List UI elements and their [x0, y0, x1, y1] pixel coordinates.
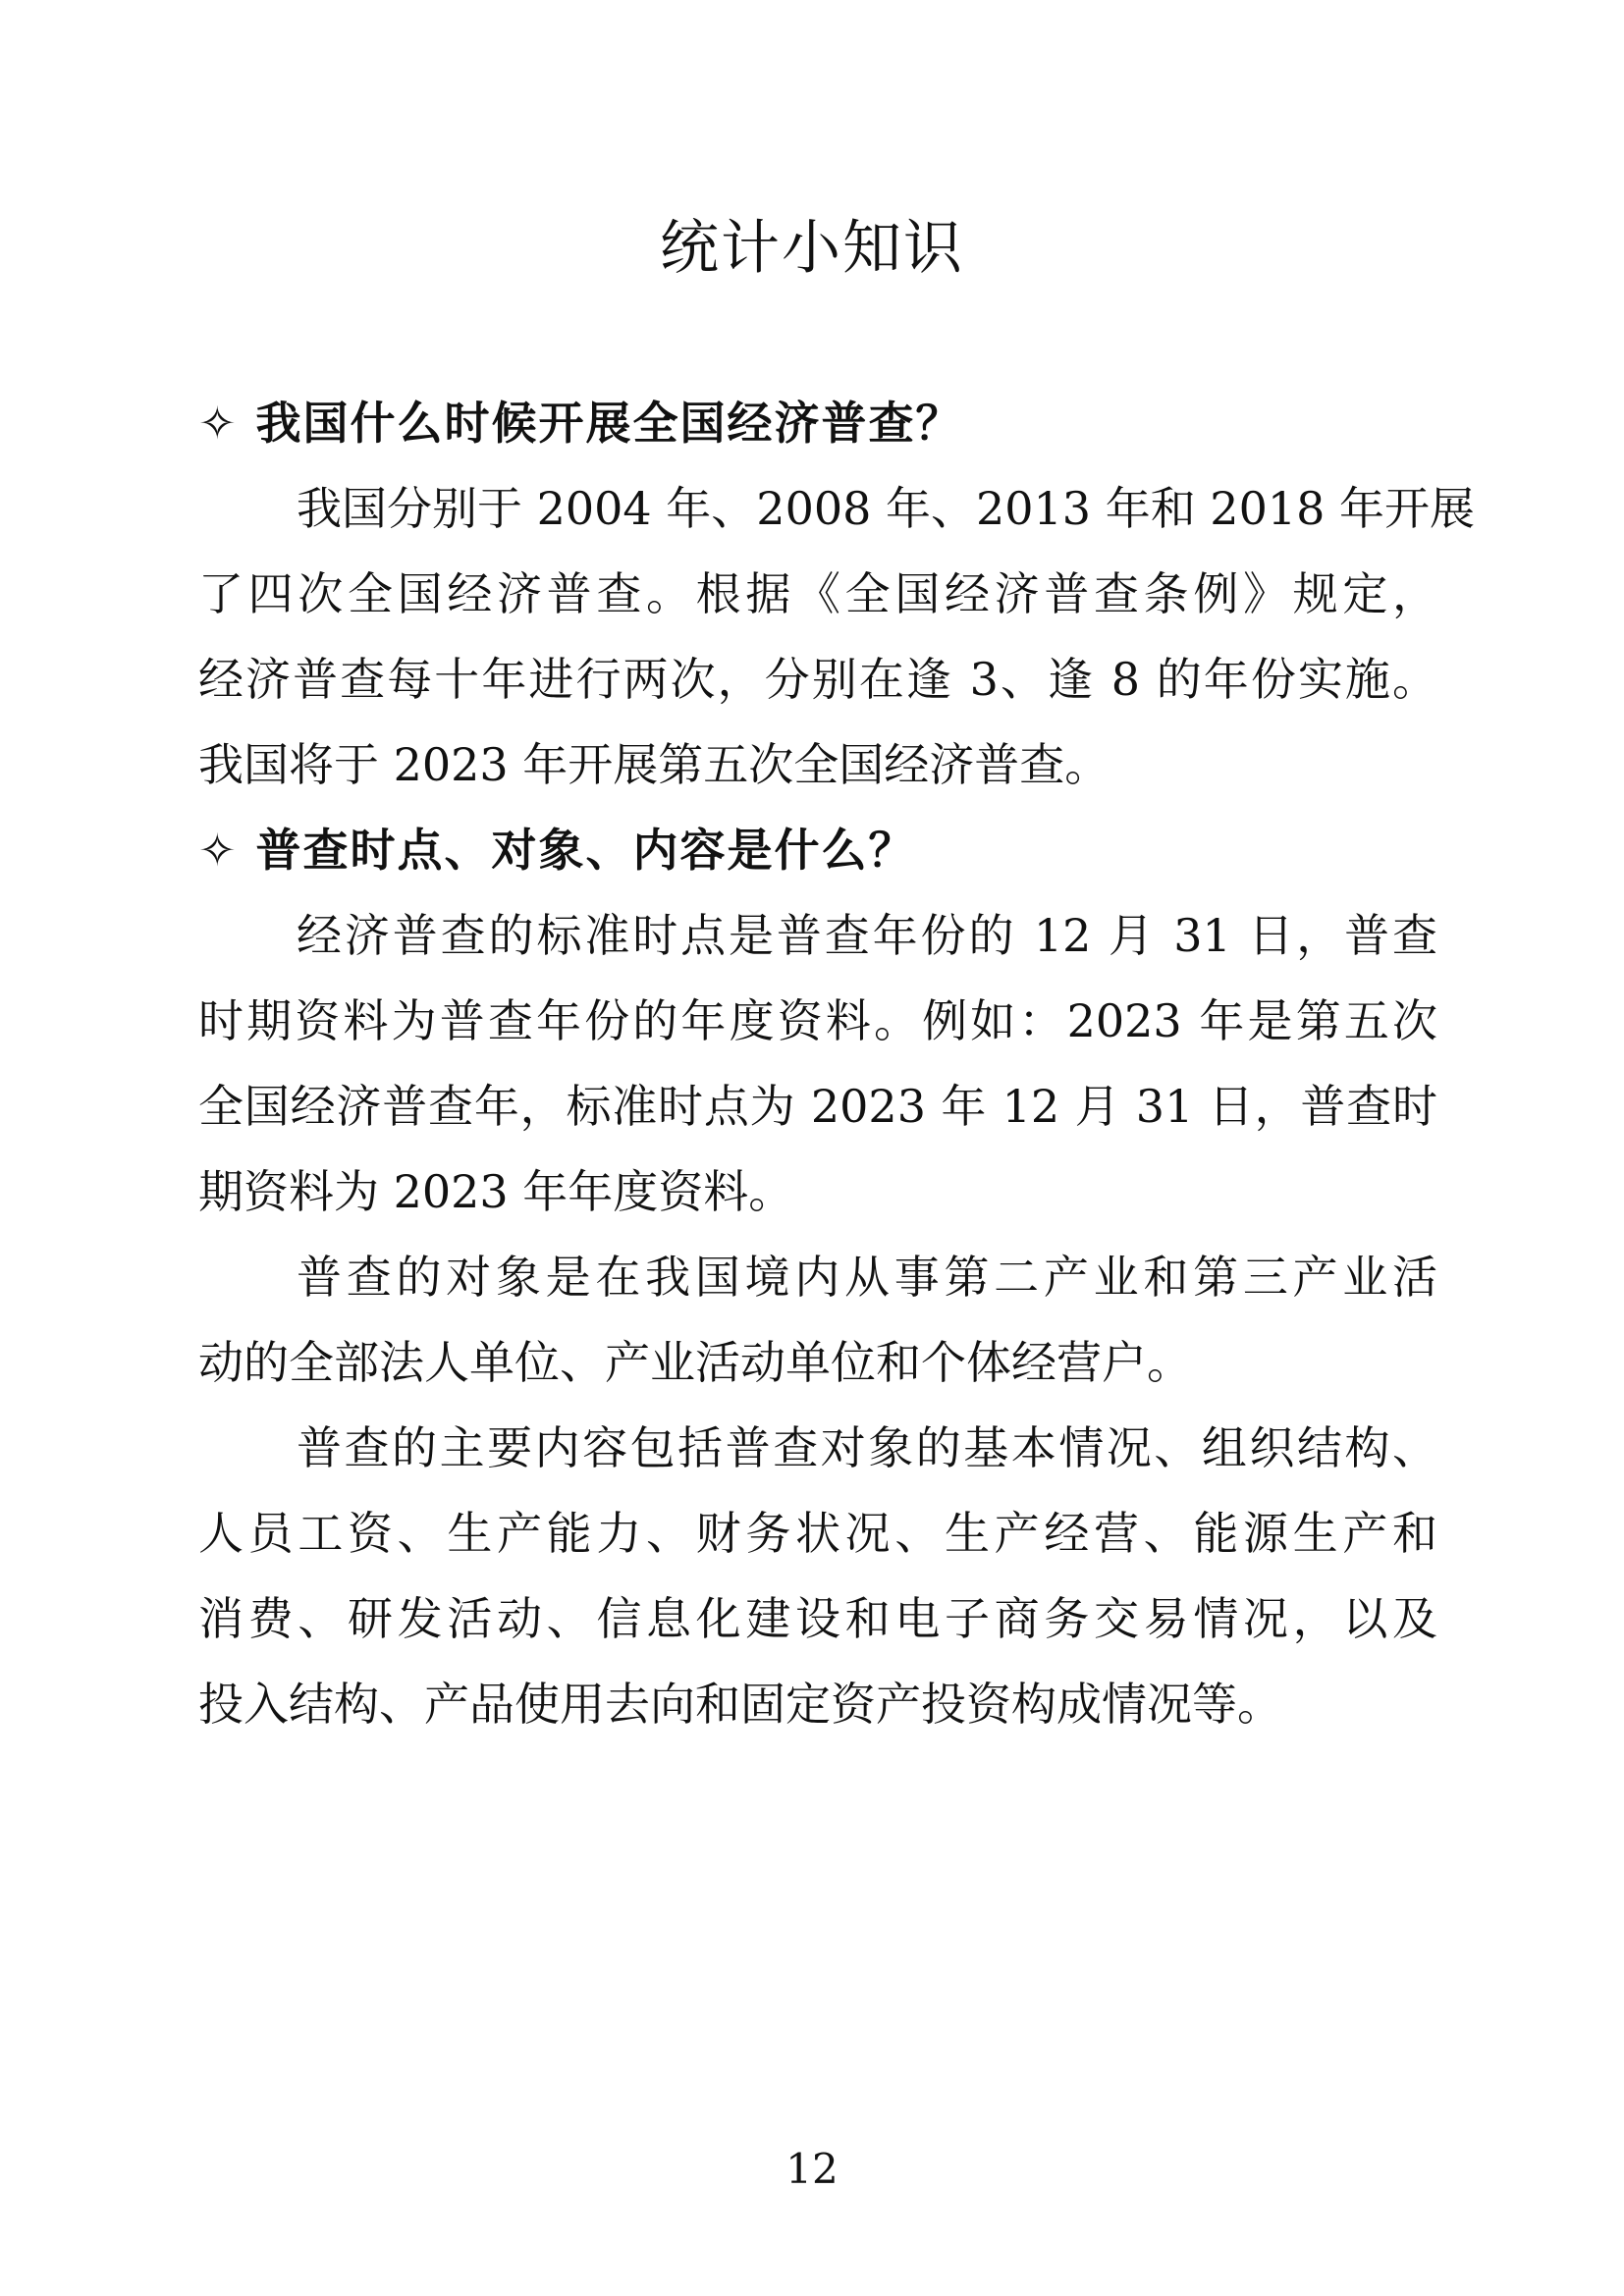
- paragraph-line: 普查的对象是在我国境内从事第二产业和第三产业活: [297, 1251, 1437, 1304]
- paragraph-line: 动的全部法人单位、产业活动单位和个体经营户。: [198, 1336, 1192, 1389]
- paragraph-line: 投入结构、产品使用去向和固定资产投资构成情况等。: [198, 1678, 1282, 1731]
- page-number: 12: [785, 2145, 839, 2193]
- section-heading: [198, 808, 1437, 893]
- section-heading: [198, 381, 1437, 466]
- paragraph-line: 经济普查的标准时点是普查年份的 12 月 31 日，普查: [297, 909, 1437, 962]
- paragraph-line: 普查的主要内容包括普查对象的基本情况、组织结构、: [297, 1421, 1437, 1474]
- paragraph-line: 了四次全国经济普查。根据《全国经济普查条例》规定，: [198, 567, 1437, 620]
- paragraph-line: 人员工资、生产能力、财务状况、生产经营、能源生产和: [198, 1507, 1437, 1560]
- paragraph-line: 消费、研发活动、信息化建设和电子商务交易情况，以及: [198, 1592, 1437, 1645]
- paragraph-line: 经济普查每十年进行两次，分别在逢 3、逢 8 的年份实施。: [198, 653, 1437, 706]
- page-title: 统计小知识: [660, 214, 964, 283]
- section-heading-text: 我国什么时候开展全国经济普查？: [255, 397, 963, 450]
- diamond-bullet-icon: ✧: [198, 824, 239, 877]
- paragraph-line: 我国分别于 2004 年、2008 年、2013 年和 2018 年开展: [297, 482, 1475, 535]
- paragraph-line: 我国将于 2023 年开展第五次全国经济普查。: [198, 738, 1110, 791]
- paragraph-line: 期资料为 2023 年年度资料。: [198, 1165, 794, 1218]
- paragraph-line: 时期资料为普查年份的年度资料。例如：2023 年是第五次: [198, 994, 1437, 1047]
- paragraph-line: 全国经济普查年，标准时点为 2023 年 12 月 31 日，普查时: [198, 1080, 1437, 1133]
- diamond-bullet-icon: ✧: [198, 397, 239, 450]
- section-heading-text: 普查时点、对象、内容是什么？: [255, 824, 916, 877]
- document-body: [198, 381, 1475, 1747]
